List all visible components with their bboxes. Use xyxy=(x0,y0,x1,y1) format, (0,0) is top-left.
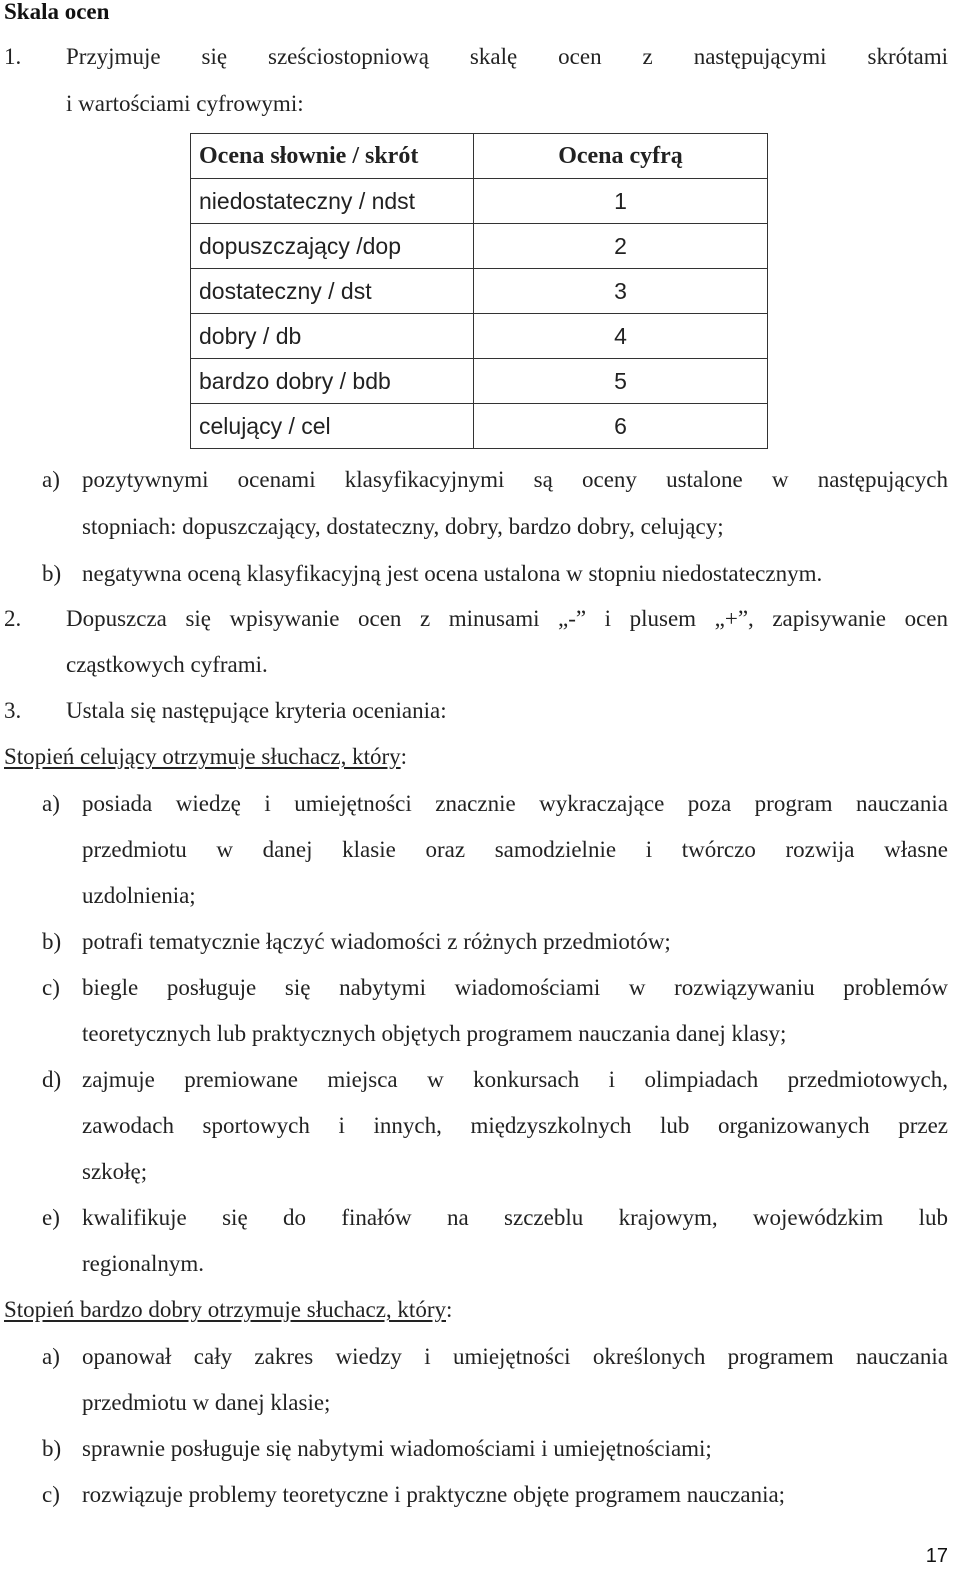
list-item-line: opanował cały zakres wiedzy i umiejętności określonych programem nauczania xyxy=(82,1344,948,1369)
grade-label-cell: niedostateczny / ndst xyxy=(191,179,474,224)
table-row xyxy=(191,404,768,449)
list-item-line: szkołę; xyxy=(82,1159,148,1184)
grade-label-cell: dostateczny / dst xyxy=(191,269,474,314)
grade-label-cell: dopuszczający /dop xyxy=(191,224,474,269)
list-item-line: biegle posługuje się nabytymi wiadomościami w rozwiązywaniu problemów xyxy=(82,975,948,1000)
table-header-cell: Ocena cyfrą xyxy=(474,134,768,179)
grade-value-cell: 2 xyxy=(474,224,768,269)
list-item-line: rozwiązuje problemy teoretyczne i praktyczne objęte programem nauczania; xyxy=(82,1482,786,1507)
grade-value-cell: 5 xyxy=(474,359,768,404)
list-item-line: regionalnym. xyxy=(82,1251,204,1276)
table-row xyxy=(191,314,768,359)
list-item-line: sprawnie posługuje się nabytymi wiadomościami i umiejętnościami; xyxy=(82,1436,712,1461)
grade-scale-table xyxy=(190,133,768,449)
grade-value-cell: 6 xyxy=(474,404,768,449)
paragraph-1-line-2: i wartościami cyfrowymi: xyxy=(66,91,304,116)
item-number-3: 3. xyxy=(4,698,22,723)
table-row xyxy=(191,269,768,314)
list-item-line: przedmiotu w danej klasie; xyxy=(82,1390,331,1415)
item-number-1: 1. xyxy=(4,44,22,69)
list-label: a) xyxy=(42,467,60,492)
list-item-line: negatywna oceną klasyfikacyjną jest ocena ustalona w stopniu niedostatecznym. xyxy=(82,561,823,586)
list-label: a) xyxy=(42,1344,60,1369)
section-heading: Skala ocen xyxy=(4,0,110,24)
table-row xyxy=(191,224,768,269)
paragraph-2-line-2: cząstkowych cyframi. xyxy=(66,652,268,677)
list-item-line: pozytywnymi ocenami klasyfikacyjnymi są oceny ustalone w następujących xyxy=(82,467,948,492)
list-item-line: zawodach sportowych i innych, międzyszkolnych lub organizowanych przez xyxy=(82,1113,948,1138)
grade-value-cell: 1 xyxy=(474,179,768,224)
list-label: a) xyxy=(42,791,60,816)
list-item-line: potrafi tematycznie łączyć wiadomości z różnych przedmiotów; xyxy=(82,929,671,954)
criteria-heading-colon: : xyxy=(400,744,408,769)
list-label: c) xyxy=(42,1482,60,1507)
list-label: b) xyxy=(42,1436,62,1461)
list-label: b) xyxy=(42,561,62,586)
list-label: c) xyxy=(42,975,60,1000)
list-item-line: uzdolnienia; xyxy=(82,883,196,908)
grade-label-cell: bardzo dobry / bdb xyxy=(191,359,474,404)
list-item-line: stopniach: dopuszczający, dostateczny, dobry, bardzo dobry, celujący; xyxy=(82,514,724,539)
grade-label-cell: dobry / db xyxy=(191,314,474,359)
list-item-line: teoretycznych lub praktycznych objętych programem nauczania danej klasy; xyxy=(82,1021,787,1046)
list-label: e) xyxy=(42,1205,60,1230)
criteria-heading-celujacy xyxy=(4,744,407,770)
list-label: b) xyxy=(42,929,62,954)
table-row xyxy=(191,179,768,224)
list-item-line: zajmuje premiowane miejsca w konkursach i olimpiadach przedmiotowych, xyxy=(82,1067,948,1092)
criteria-heading-bardzo-dobry xyxy=(4,1297,452,1323)
grade-label-cell: celujący / cel xyxy=(191,404,474,449)
criteria-heading-text: Stopień celujący otrzymuje słuchacz, który xyxy=(4,744,401,769)
paragraph-2-line-1: Dopuszcza się wpisywanie ocen z minusami „-” i plusem „+”, zapisywanie ocen xyxy=(66,606,948,631)
criteria-heading-colon: : xyxy=(446,1297,453,1322)
list-label: d) xyxy=(42,1067,62,1092)
paragraph-1-line-1: Przyjmuje się sześciostopniową skalę ocen z następującymi skrótami xyxy=(66,44,948,69)
table-header-row xyxy=(191,134,768,179)
list-item-line: kwalifikuje się do finałów na szczeblu krajowym, wojewódzkim lub xyxy=(82,1205,948,1230)
table-row xyxy=(191,359,768,404)
list-item-line: przedmiotu w danej klasie oraz samodzielnie i twórczo rozwija własne xyxy=(82,837,948,862)
list-item-line: posiada wiedzę i umiejętności znacznie wykraczające poza program nauczania xyxy=(82,791,948,816)
item-number-2: 2. xyxy=(4,606,22,631)
grade-value-cell: 3 xyxy=(474,269,768,314)
grade-value-cell: 4 xyxy=(474,314,768,359)
table-header-cell: Ocena słownie / skrót xyxy=(191,134,474,179)
criteria-heading-text: Stopień bardzo dobry otrzymuje słuchacz, który xyxy=(4,1297,446,1322)
page-number: 17 xyxy=(925,1545,948,1567)
paragraph-3-line-1: Ustala się następujące kryteria oceniania: xyxy=(66,698,447,723)
